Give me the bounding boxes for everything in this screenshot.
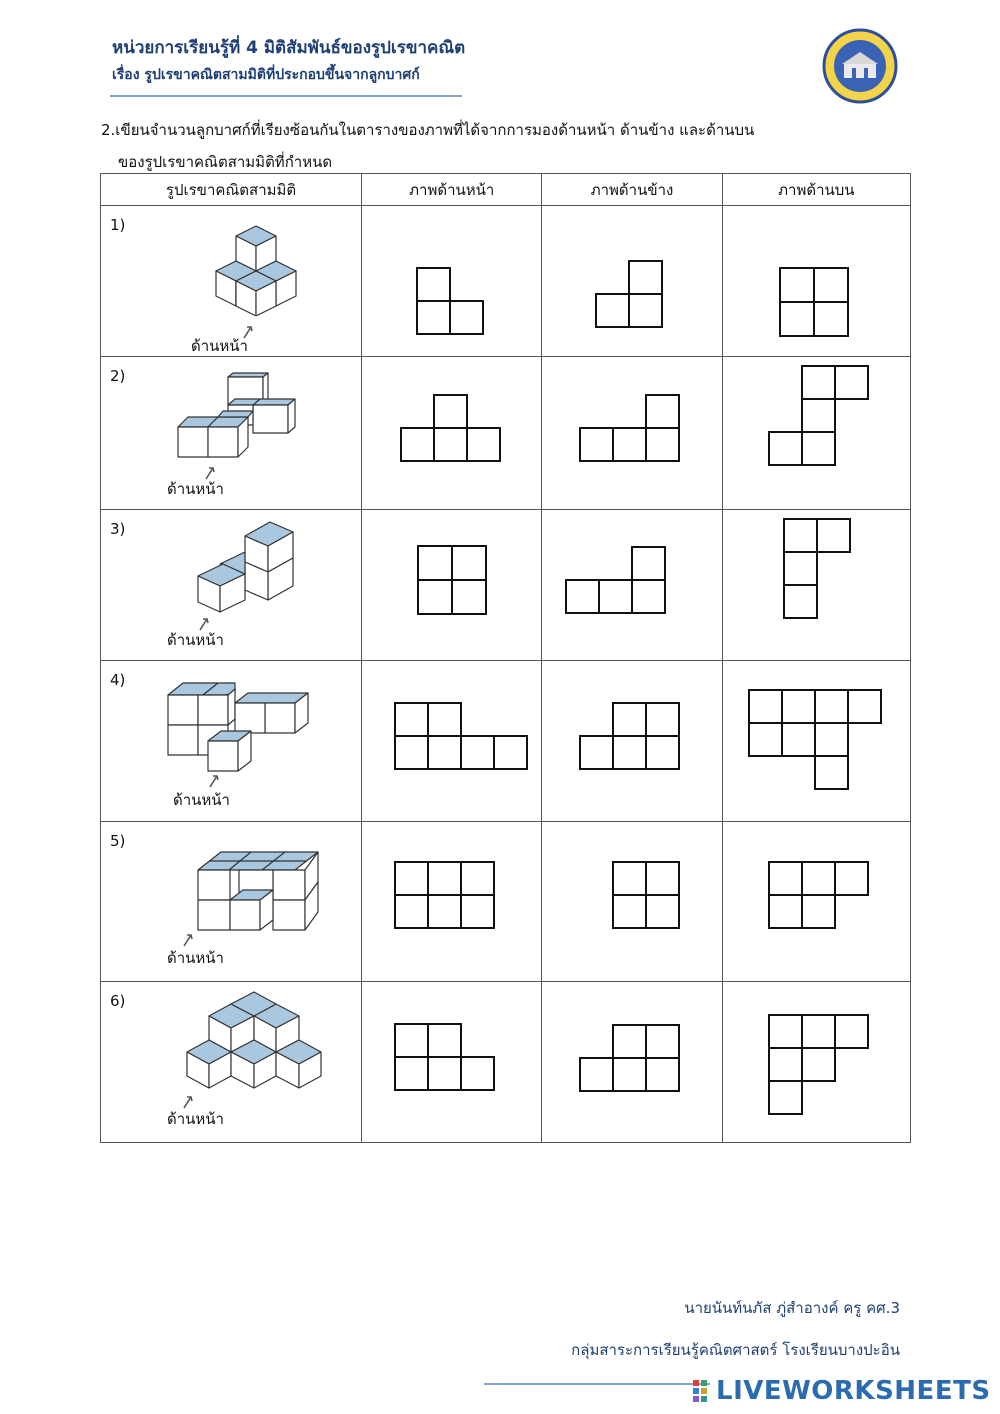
side-view-cell — [542, 822, 722, 982]
header-3d-shape: รูปเรขาคณิตสามมิติ — [101, 174, 362, 206]
side-view-cell — [542, 661, 722, 822]
front-view-cell — [362, 982, 542, 1143]
table-row — [101, 357, 911, 510]
top-view-grid — [723, 510, 911, 660]
shape-cell — [101, 206, 362, 357]
side-view-grid — [542, 661, 722, 821]
views-table — [100, 173, 911, 1143]
cube-solid-3 — [193, 514, 323, 614]
row-number: 4) — [110, 671, 126, 689]
liveworksheets-logo-icon — [693, 1380, 715, 1406]
front-label: ด้านหน้า — [167, 1110, 224, 1128]
row-number: 3) — [110, 520, 126, 538]
top-view-cell — [722, 357, 910, 510]
top-view-cell — [722, 510, 910, 661]
table-row — [101, 510, 911, 661]
shape-cell — [101, 357, 362, 510]
shape-cell — [101, 661, 362, 822]
front-label: ด้านหน้า — [167, 631, 224, 649]
cube-solid-5 — [193, 832, 323, 932]
row-number: 2) — [110, 367, 126, 385]
unit-title: หน่วยการเรียนรู้ที่ 4 มิติสัมพันธ์ของรูปเรขาคณิต — [112, 38, 466, 58]
front-view-cell — [362, 357, 542, 510]
front-view-grid — [362, 206, 542, 356]
side-view-cell — [542, 510, 722, 661]
top-view-grid — [723, 982, 911, 1142]
side-view-cell — [542, 206, 722, 357]
top-view-grid — [723, 822, 911, 980]
side-view-grid — [542, 982, 722, 1142]
row-number: 1) — [110, 216, 126, 234]
shape-cell — [101, 510, 362, 661]
table-row — [101, 822, 911, 982]
table-header-row — [101, 174, 911, 206]
header-top-view: ภาพด้านบน — [722, 174, 910, 206]
top-view-cell — [722, 661, 910, 822]
top-view-grid — [723, 357, 911, 509]
subject-title: เรื่อง รูปเรขาคณิตสามมิติที่ประกอบขึ้นจากลูกบาศก์ — [112, 67, 420, 83]
instruction-line-2: ของรูปเรขาคณิตสามมิติที่กำหนด — [118, 153, 333, 171]
cube-solid-1 — [211, 216, 321, 316]
side-view-grid — [542, 357, 722, 509]
arrow-icon — [207, 773, 221, 789]
front-view-grid — [362, 661, 542, 821]
brand-wordmark: LIVEWORKSHEETS — [716, 1376, 991, 1406]
school-logo-icon — [822, 28, 898, 104]
top-view-grid — [723, 206, 911, 356]
row-number: 5) — [110, 832, 126, 850]
cube-solid-2 — [173, 365, 303, 465]
top-view-grid — [723, 661, 911, 821]
row-number: 6) — [110, 992, 126, 1010]
header-rule — [110, 95, 462, 97]
front-label: ด้านหน้า — [173, 791, 230, 809]
footer-rule — [484, 1383, 710, 1385]
cube-solid-6 — [179, 986, 329, 1096]
front-view-grid — [362, 510, 542, 660]
table-row — [101, 661, 911, 822]
instruction-line-1: 2.เขียนจำนวนลูกบาศก์ที่เรียงซ้อนกันในตารางของภาพที่ได้จากการมองด้านหน้า ด้านข้าง และด้านบน — [101, 121, 755, 139]
shape-cell — [101, 822, 362, 982]
teacher-name: นายนันท์นภัส ภู่สำอางค์ ครู คศ.3 — [684, 1299, 900, 1317]
front-view-grid — [362, 982, 542, 1142]
side-view-grid — [542, 206, 722, 356]
front-label: ด้านหน้า — [191, 337, 248, 355]
top-view-cell — [722, 982, 910, 1143]
top-view-cell — [722, 822, 910, 982]
front-view-cell — [362, 206, 542, 357]
shape-cell — [101, 982, 362, 1143]
front-view-grid — [362, 822, 542, 980]
top-view-cell — [722, 206, 910, 357]
side-view-grid — [542, 510, 722, 660]
front-view-cell — [362, 510, 542, 661]
front-view-grid — [362, 357, 542, 509]
front-label: ด้านหน้า — [167, 480, 224, 498]
header-side-view: ภาพด้านข้าง — [542, 174, 722, 206]
table-row — [101, 982, 911, 1143]
header-front-view: ภาพด้านหน้า — [362, 174, 542, 206]
side-view-cell — [542, 982, 722, 1143]
front-view-cell — [362, 661, 542, 822]
table-row — [101, 206, 911, 357]
cube-solid-4 — [163, 673, 313, 773]
front-view-cell — [362, 822, 542, 982]
department-name: กลุ่มสาระการเรียนรู้คณิตศาสตร์ โรงเรียนบางปะอิน — [571, 1341, 900, 1359]
side-view-grid — [542, 822, 722, 980]
front-label: ด้านหน้า — [167, 949, 224, 967]
side-view-cell — [542, 357, 722, 510]
